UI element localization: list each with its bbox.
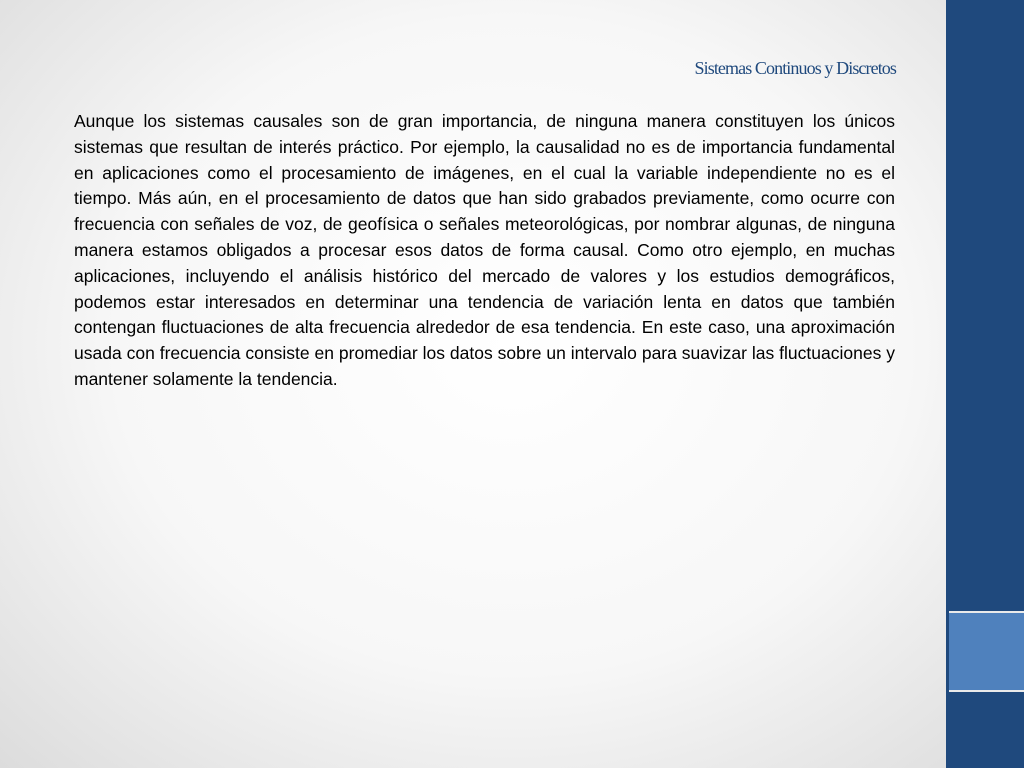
sidebar-accent-block: [949, 613, 1024, 690]
slide-title: Sistemas Continuos y Discretos: [694, 58, 896, 78]
slide-body-text: Aunque los sistemas causales son de gran importancia, de ninguna manera constituyen los únicos sistemas que resultan de interés práctico. Por ejemplo, la causalidad no es de importancia fundamental en aplicaciones como el procesamiento de imágenes, en el cual la variable independiente no es el tiempo. Más aún, en el procesamiento de datos que han sido grabados previamente, como ocurre con frecuencia con señales de voz, de geofísica o señales meteorológicas, por nombrar algunas, de ninguna manera estamos obligados a procesar esos datos de forma causal. Como otro ejemplo, en muchas aplicaciones, incluyendo el análisis histórico del mercado de valores y los estudios demográficos, podemos estar interesados en determinar una tendencia de variación lenta en datos que también contengan fluctuaciones de alta frecuencia alrededor de esa tendencia. En este caso, una aproximación usada con frecuencia consiste en promediar los datos sobre un intervalo para suavizar las fluctuaciones y mantener solamente la tendencia.: [74, 111, 895, 389]
sidebar-accent-separator-bottom: [949, 690, 1024, 692]
